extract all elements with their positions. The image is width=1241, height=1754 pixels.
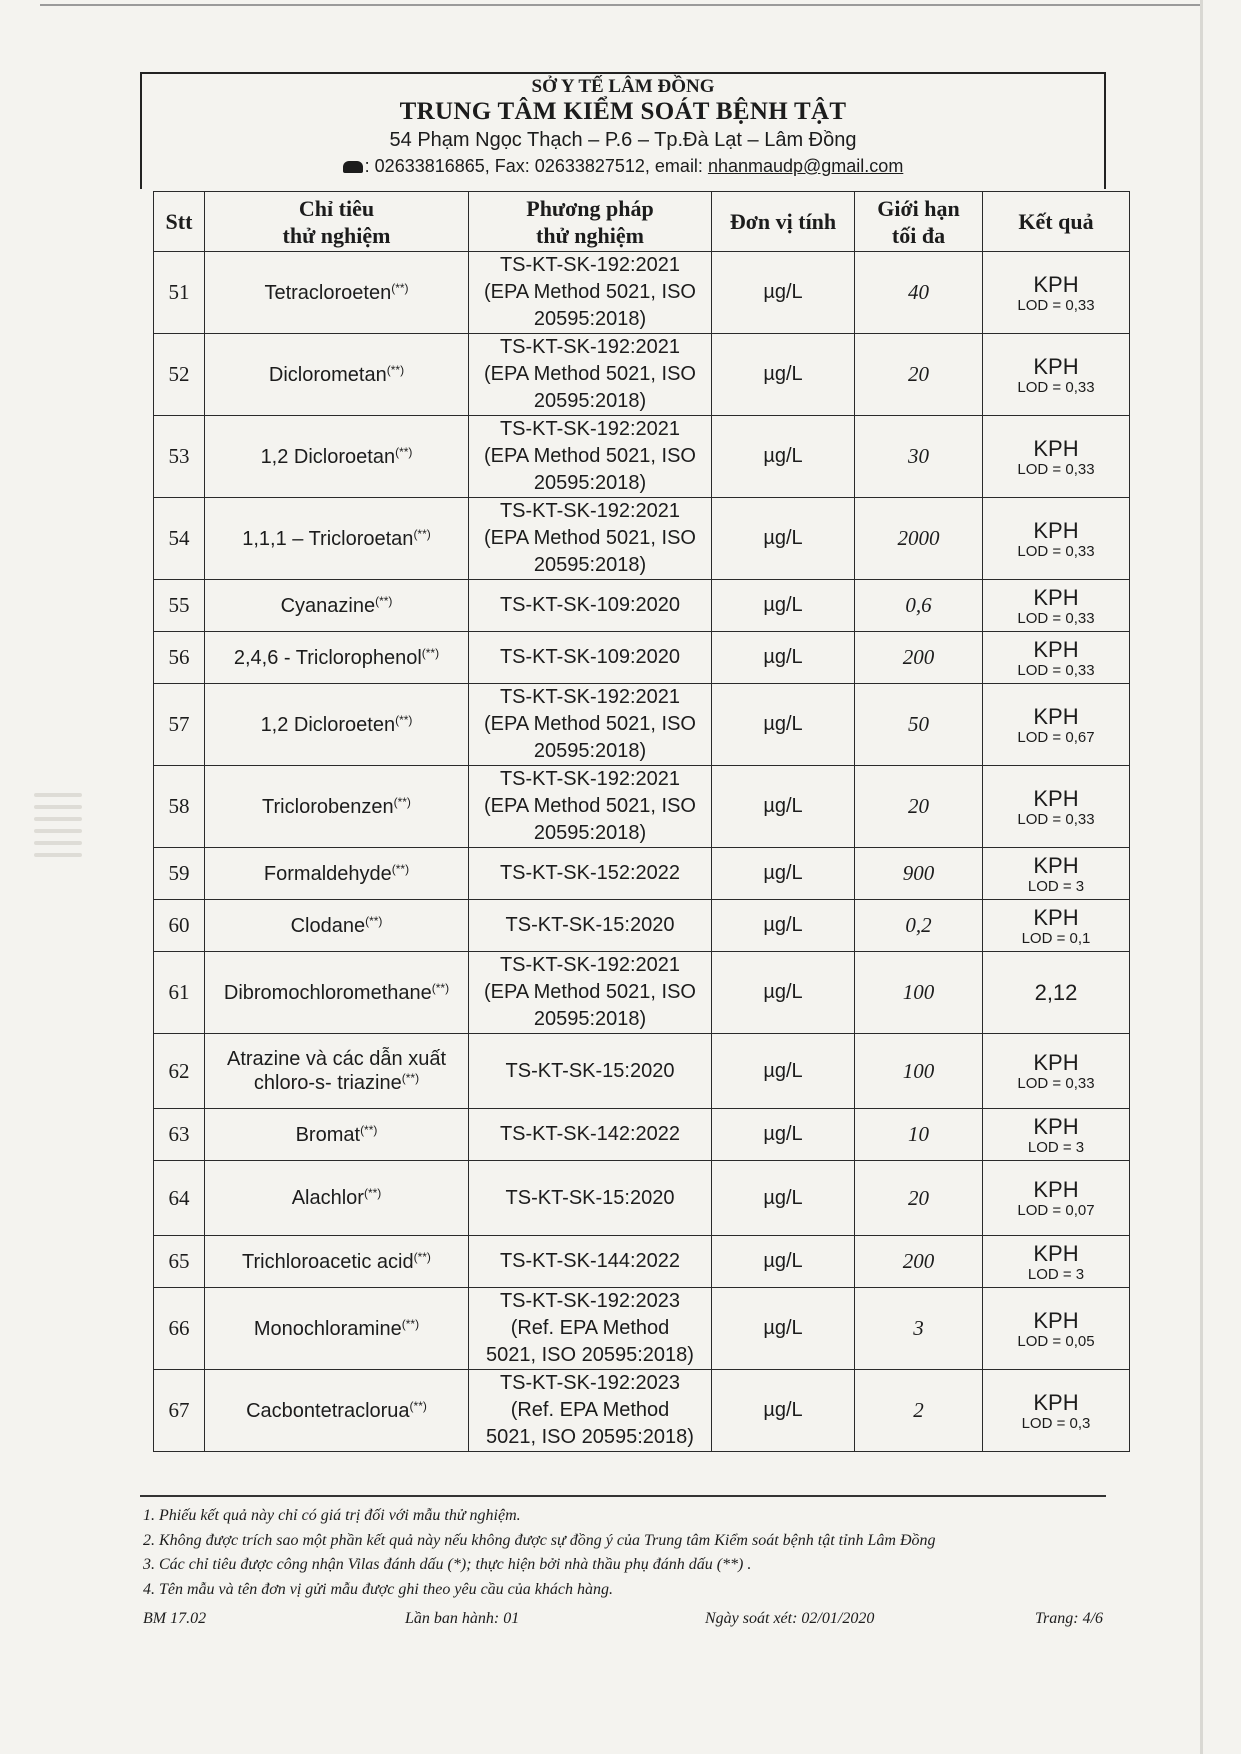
indicator-name: 2,4,6 - Triclorophenol: [233, 646, 422, 669]
indicator-name: Formaldehyde: [263, 862, 392, 885]
result-value: KPH: [1033, 353, 1079, 379]
subcontractor-mark: (**): [395, 444, 413, 459]
header-unit: Đơn vị tính: [712, 192, 855, 252]
table-row: [154, 416, 1130, 498]
cell-limit: 2: [855, 1370, 983, 1452]
cell-limit: 900: [855, 848, 983, 900]
lod-value: LOD = 0,07: [1017, 1202, 1095, 1219]
cell-indicator: [205, 1288, 469, 1370]
cell-result: [983, 334, 1130, 416]
cell-unit: µg/L: [712, 252, 855, 334]
subcontractor-mark: (**): [360, 1122, 378, 1137]
cell-unit: µg/L: [712, 334, 855, 416]
subcontractor-mark: (**): [401, 1071, 420, 1085]
notes: [143, 1504, 1123, 1602]
cell-unit: µg/L: [712, 1161, 855, 1236]
table-header-row: [154, 192, 1130, 252]
cell-result: [983, 1109, 1130, 1161]
lod-value: LOD = 3: [1027, 1138, 1085, 1156]
footer-divider: [140, 1495, 1106, 1497]
cell-limit: 100: [855, 1034, 983, 1109]
cell-indicator: [205, 416, 469, 498]
phone-fax: : 02633816865, Fax: 02633827512, email:: [364, 156, 708, 176]
cell-stt: 56: [154, 632, 205, 684]
cell-result: [983, 1370, 1130, 1452]
department-name: SỞ Y TẾ LÂM ĐỒNG: [531, 76, 715, 97]
method-line: 20595:2018): [533, 308, 647, 330]
cell-method: [469, 952, 712, 1034]
cell-stt: 53: [154, 416, 205, 498]
result-value: KPH: [1033, 1240, 1079, 1266]
cell-limit: 40: [855, 252, 983, 334]
cell-method: [469, 334, 712, 416]
result-value: KPH: [1033, 517, 1079, 543]
cell-result: [983, 580, 1130, 632]
lod-value: LOD = 0,33: [1017, 609, 1095, 627]
indicator-name: 1,2 Dicloroetan: [260, 445, 396, 468]
cell-unit: µg/L: [712, 632, 855, 684]
result-value: KPH: [1033, 271, 1079, 297]
cell-limit: 10: [855, 1109, 983, 1161]
lod-value: LOD = 0,33: [1017, 542, 1095, 560]
indicator-name: Tetracloroeten: [264, 281, 392, 304]
method-line: 20595:2018): [533, 740, 647, 762]
table-row: [154, 766, 1130, 848]
cell-result: [983, 1161, 1130, 1236]
result-value: KPH: [1033, 785, 1079, 811]
cell-method: [469, 1109, 712, 1161]
result-value: KPH: [1033, 852, 1079, 878]
cell-result: [983, 416, 1130, 498]
indicator-name: Diclorometan: [268, 363, 387, 386]
cell-unit: µg/L: [712, 1288, 855, 1370]
cell-stt: 60: [154, 900, 205, 952]
method-line: 5021, ISO 20595:2018): [486, 1426, 694, 1448]
cell-result: [983, 252, 1130, 334]
indicator-name: Trichloroacetic acid: [242, 1250, 414, 1273]
method-line: TS-KT-SK-192:2021: [499, 336, 681, 358]
cell-indicator: [205, 900, 469, 952]
center-name: TRUNG TÂM KIỂM SOÁT BỆNH TẬT: [399, 98, 847, 125]
cell-indicator: [205, 632, 469, 684]
address: 54 Phạm Ngọc Thạch – P.6 – Tp.Đà Lạt – Lâm Đồng: [389, 129, 857, 151]
cell-method: [469, 252, 712, 334]
cell-limit: 200: [855, 1236, 983, 1288]
subcontractor-mark: (**): [375, 593, 393, 608]
cell-method: [469, 632, 712, 684]
lod-value: LOD = 0,05: [1017, 1332, 1095, 1350]
cell-stt: 58: [154, 766, 205, 848]
note-item: 3. Các chỉ tiêu được công nhận Vilas đánh dấu (*); thực hiện bởi nhà thầu phụ đánh dấu (**) .: [143, 1556, 752, 1573]
method-line: TS-KT-SK-192:2021: [499, 954, 681, 976]
cell-stt: 66: [154, 1288, 205, 1370]
subcontractor-mark: (**): [386, 362, 405, 377]
cell-limit: 200: [855, 632, 983, 684]
cell-method: [469, 1161, 712, 1236]
cell-result: [983, 848, 1130, 900]
indicator-name: Triclorobenzen: [262, 795, 394, 818]
result-value: KPH: [1033, 636, 1079, 662]
indicator-name: Cacbontetraclorua: [246, 1399, 410, 1422]
header-stt: Stt: [154, 192, 205, 252]
cell-indicator: [205, 766, 469, 848]
method-line: TS-KT-SK-15:2020: [505, 1186, 675, 1209]
indicator-name: 1,2 Dicloroeten: [260, 713, 396, 736]
indicator-name: Bromat: [295, 1123, 361, 1146]
cell-indicator: [205, 252, 469, 334]
method-line: (EPA Method 5021, ISO: [484, 713, 696, 735]
method-line: 20595:2018): [533, 472, 647, 494]
table-row: [154, 1236, 1130, 1288]
cell-limit: 50: [855, 684, 983, 766]
method-line: TS-KT-SK-15:2020: [505, 914, 675, 936]
lod-value: LOD = 0,33: [1017, 460, 1095, 478]
method-line: TS-KT-SK-192:2021: [499, 768, 681, 790]
result-value: KPH: [1033, 584, 1079, 610]
lod-value: LOD = 0,33: [1017, 810, 1095, 828]
method-line: TS-KT-SK-192:2021: [499, 500, 681, 522]
indicator-name: Atrazine và các dẫn xuất chloro-s- triazine: [226, 1048, 446, 1094]
cell-indicator: [205, 580, 469, 632]
note-item: 1. Phiếu kết quả này chỉ có giá trị đối với mẫu thử nghiệm.: [143, 1507, 521, 1524]
cell-method: [469, 580, 712, 632]
cell-limit: 20: [855, 766, 983, 848]
cell-indicator: [205, 498, 469, 580]
cell-result: [983, 900, 1130, 952]
method-line: TS-KT-SK-192:2021: [499, 254, 681, 276]
subcontractor-mark: (**): [409, 1398, 427, 1413]
method-line: TS-KT-SK-192:2023: [499, 1290, 681, 1312]
lod-value: LOD = 0,33: [1017, 296, 1095, 314]
table-row: [154, 1288, 1130, 1370]
header-result: Kết quả: [983, 192, 1130, 252]
result-value: KPH: [1033, 904, 1079, 930]
subcontractor-mark: (**): [395, 712, 413, 727]
cell-indicator: [205, 684, 469, 766]
table-row: [154, 334, 1130, 416]
cell-stt: 64: [154, 1161, 205, 1236]
method-line: (Ref. EPA Method: [510, 1399, 670, 1421]
lod-value: LOD = 0,33: [1017, 1075, 1095, 1092]
cell-stt: 55: [154, 580, 205, 632]
method-line: 20595:2018): [533, 1008, 647, 1030]
letterhead: [140, 72, 1106, 189]
cell-unit: µg/L: [712, 952, 855, 1034]
result-value: KPH: [1033, 703, 1079, 729]
subcontractor-mark: (**): [391, 861, 410, 876]
subcontractor-mark: (**): [401, 1316, 420, 1331]
method-line: TS-KT-SK-152:2022: [499, 862, 681, 884]
result-value: KPH: [1033, 1113, 1079, 1139]
indicator-name: Cyanazine: [280, 594, 376, 617]
cell-stt: 63: [154, 1109, 205, 1161]
cell-stt: 52: [154, 334, 205, 416]
indicator-name: Monochloramine: [253, 1317, 402, 1340]
cell-limit: 2000: [855, 498, 983, 580]
table-row: [154, 1034, 1130, 1109]
lod-value: LOD = 3: [1027, 877, 1085, 895]
table-row: [154, 1370, 1130, 1452]
table-row: [154, 900, 1130, 952]
indicator-name: Alachlor: [291, 1187, 364, 1209]
subcontractor-mark: (**): [413, 526, 431, 541]
table-row: [154, 848, 1130, 900]
cell-limit: 20: [855, 334, 983, 416]
cell-unit: µg/L: [712, 498, 855, 580]
lod-value: LOD = 0,3: [1021, 1414, 1091, 1432]
method-line: (EPA Method 5021, ISO: [484, 795, 696, 817]
method-line: TS-KT-SK-109:2020: [499, 594, 681, 616]
cell-method: [469, 1236, 712, 1288]
cell-stt: 54: [154, 498, 205, 580]
table-row: [154, 632, 1130, 684]
table-row: [154, 1109, 1130, 1161]
cell-method: [469, 498, 712, 580]
edition: Lần ban hành: 01: [405, 1610, 520, 1627]
result-value: KPH: [1033, 1177, 1079, 1202]
subcontractor-mark: (**): [431, 980, 450, 995]
cell-limit: 0,6: [855, 580, 983, 632]
cell-indicator: [205, 952, 469, 1034]
note-item: 4. Tên mẫu và tên đơn vị gửi mẫu được ghi theo yêu cầu của khách hàng.: [143, 1580, 613, 1598]
scan-bleed-marks: [34, 785, 82, 955]
cell-unit: µg/L: [712, 416, 855, 498]
note-item: 2. Không được trích sao một phần kết quả này nếu không được sự đồng ý của Trung tâm Kiểm soát bệnh tật tỉnh Lâm Đồng: [143, 1531, 936, 1549]
subcontractor-mark: (**): [413, 1249, 431, 1264]
result-value: KPH: [1033, 1389, 1079, 1415]
cell-indicator: [205, 1109, 469, 1161]
method-line: (EPA Method 5021, ISO: [484, 445, 696, 467]
cell-limit: 3: [855, 1288, 983, 1370]
cell-result: [983, 684, 1130, 766]
results-table: [153, 191, 1130, 1452]
cell-result: [983, 1288, 1130, 1370]
table-row: [154, 684, 1130, 766]
cell-indicator: [205, 1370, 469, 1452]
cell-unit: µg/L: [712, 580, 855, 632]
table-row: [154, 1161, 1130, 1236]
cell-limit: 0,2: [855, 900, 983, 952]
scan-right-edge: [1200, 0, 1203, 1754]
lod-value: LOD = 3: [1027, 1265, 1085, 1283]
indicator-name: Clodane: [290, 914, 366, 937]
method-line: TS-KT-SK-109:2020: [499, 646, 681, 668]
indicator-name: Dibromochloromethane: [223, 981, 432, 1004]
subcontractor-mark: (**): [391, 280, 409, 295]
cell-unit: µg/L: [712, 900, 855, 952]
method-line: 20595:2018): [533, 554, 647, 576]
cell-method: [469, 766, 712, 848]
cell-result: [983, 498, 1130, 580]
cell-method: [469, 900, 712, 952]
lod-value: LOD = 0,33: [1017, 378, 1095, 396]
cell-result: [983, 1236, 1130, 1288]
result-value: KPH: [1033, 1307, 1079, 1333]
cell-unit: µg/L: [712, 848, 855, 900]
method-line: TS-KT-SK-192:2023: [499, 1372, 681, 1394]
subcontractor-mark: (**): [365, 913, 383, 928]
cell-indicator: [205, 1236, 469, 1288]
phone-icon: [343, 161, 363, 173]
cell-limit: 100: [855, 952, 983, 1034]
cell-unit: µg/L: [712, 1109, 855, 1161]
cell-result: [983, 1034, 1130, 1109]
scan-top-edge: [40, 4, 1200, 6]
cell-unit: µg/L: [712, 766, 855, 848]
cell-unit: µg/L: [712, 1034, 855, 1109]
method-line: (EPA Method 5021, ISO: [484, 527, 696, 549]
header-limit: Giới hạn tối đa: [855, 192, 983, 252]
method-line: (EPA Method 5021, ISO: [484, 981, 696, 1003]
method-line: TS-KT-SK-142:2022: [499, 1123, 681, 1145]
email-link[interactable]: nhanmaudp@gmail.com: [707, 156, 904, 176]
form-code: BM 17.02: [143, 1610, 207, 1627]
cell-result: [983, 632, 1130, 684]
cell-unit: µg/L: [712, 684, 855, 766]
cell-stt: 65: [154, 1236, 205, 1288]
method-line: (Ref. EPA Method: [510, 1317, 670, 1339]
cell-indicator: [205, 334, 469, 416]
cell-method: [469, 1370, 712, 1452]
lod-value: LOD = 0,33: [1017, 661, 1095, 679]
contact-line: [142, 156, 1104, 177]
cell-unit: µg/L: [712, 1370, 855, 1452]
result-value: KPH: [1033, 435, 1079, 461]
subcontractor-mark: (**): [393, 794, 411, 809]
review-date: Ngày soát xét: 02/01/2020: [705, 1610, 875, 1627]
subcontractor-mark: (**): [421, 645, 440, 660]
table-row: [154, 952, 1130, 1034]
cell-method: [469, 1288, 712, 1370]
cell-stt: 61: [154, 952, 205, 1034]
cell-stt: 62: [154, 1034, 205, 1109]
method-line: TS-KT-SK-144:2022: [499, 1250, 681, 1272]
cell-method: [469, 848, 712, 900]
method-line: 20595:2018): [533, 390, 647, 412]
cell-stt: 67: [154, 1370, 205, 1452]
method-line: (EPA Method 5021, ISO: [484, 363, 696, 385]
table-row: [154, 498, 1130, 580]
cell-indicator: [205, 1034, 469, 1109]
cell-stt: 51: [154, 252, 205, 334]
result-value: KPH: [1033, 1050, 1079, 1075]
table-row: [154, 580, 1130, 632]
lod-value: LOD = 0,1: [1021, 929, 1091, 947]
cell-method: [469, 1034, 712, 1109]
cell-indicator: [205, 1161, 469, 1236]
cell-method: [469, 416, 712, 498]
cell-stt: 59: [154, 848, 205, 900]
method-line: TS-KT-SK-15:2020: [505, 1059, 675, 1082]
cell-stt: 57: [154, 684, 205, 766]
lod-value: LOD = 0,67: [1017, 728, 1095, 746]
subcontractor-mark: (**): [363, 1186, 382, 1200]
table-row: [154, 252, 1130, 334]
indicator-name: 1,1,1 – Tricloroetan: [242, 527, 414, 550]
header-method: Phương pháp thử nghiệm: [469, 192, 712, 252]
method-line: TS-KT-SK-192:2021: [499, 418, 681, 440]
method-line: (EPA Method 5021, ISO: [484, 281, 696, 303]
result-value: 2,12: [1034, 979, 1078, 1005]
page-footer: [143, 1610, 1113, 1632]
cell-limit: 20: [855, 1161, 983, 1236]
cell-method: [469, 684, 712, 766]
method-line: 20595:2018): [533, 822, 647, 844]
cell-result: [983, 952, 1130, 1034]
page-number: Trang: 4/6: [1035, 1610, 1104, 1627]
cell-indicator: [205, 848, 469, 900]
header-indicator: Chỉ tiêu thử nghiệm: [205, 192, 469, 252]
method-line: 5021, ISO 20595:2018): [486, 1344, 694, 1366]
cell-unit: µg/L: [712, 1236, 855, 1288]
cell-limit: 30: [855, 416, 983, 498]
method-line: TS-KT-SK-192:2021: [499, 686, 681, 708]
cell-result: [983, 766, 1130, 848]
